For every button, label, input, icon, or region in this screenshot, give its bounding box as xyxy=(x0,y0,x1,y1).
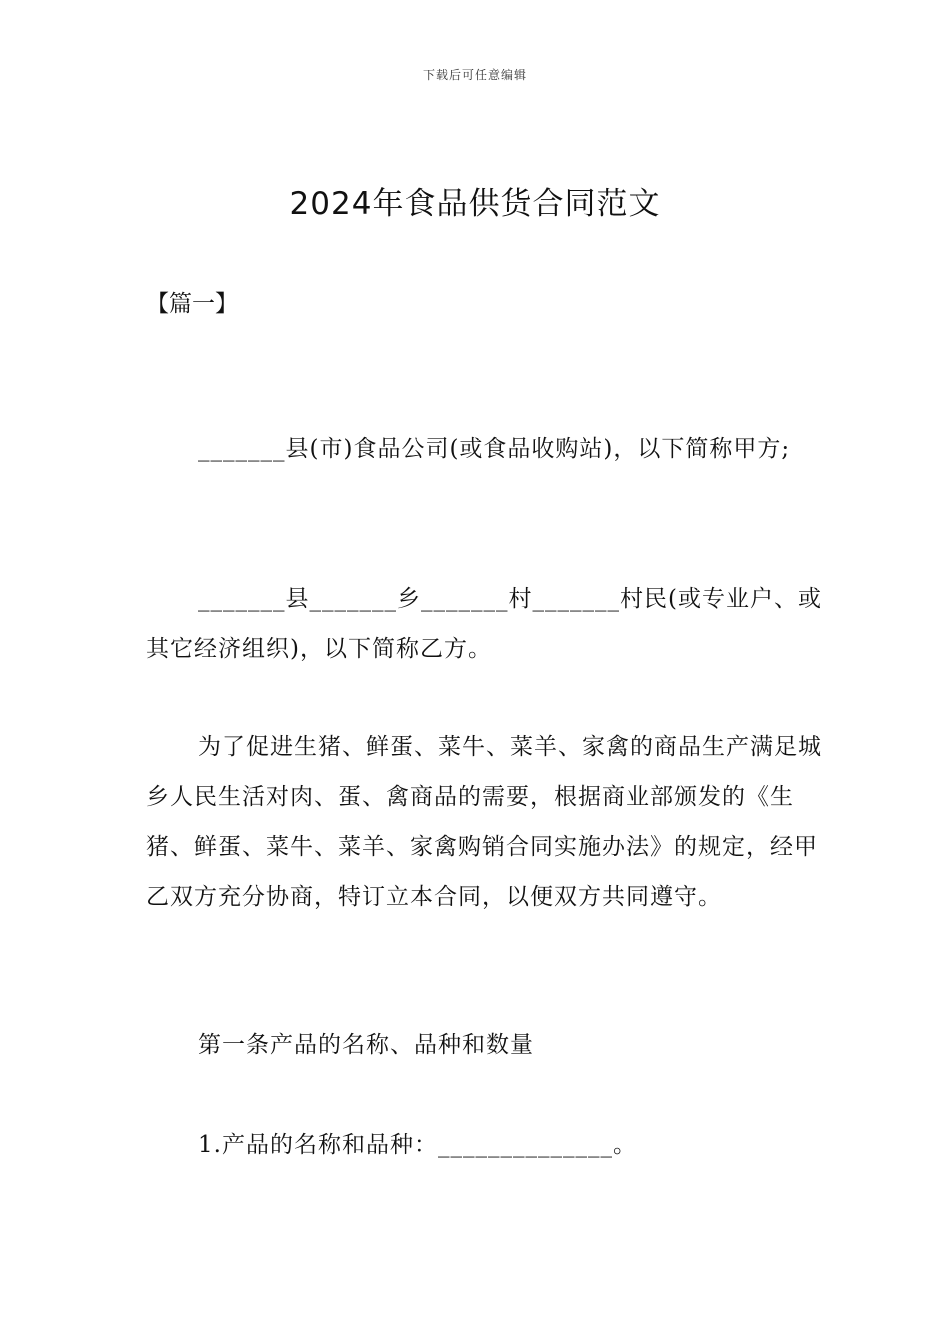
document-title: 2024年食品供货合同范文 xyxy=(289,186,661,222)
header-note: 下载后可任意编辑 xyxy=(422,68,527,82)
paragraph-party-b: _______县_______乡_______村_______村民(或专业户、或其它经济组织)，以下简称乙方。 xyxy=(146,586,822,662)
article-one-heading: 第一条产品的名称、品种和数量 xyxy=(198,1032,534,1058)
section-label: 【篇一】 xyxy=(146,291,238,317)
paragraph-party-a: _______县(市)食品公司(或食品收购站)，以下简称甲方; xyxy=(198,436,791,462)
article-one-item-1: 1.产品的名称和品种：______________。 xyxy=(198,1132,637,1158)
paragraph-purpose: 为了促进生猪、鲜蛋、菜牛、菜羊、家禽的商品生产满足城乡人民生活对肉、蛋、禽商品的需要，根据商业部颁发的《生猪、鲜蛋、菜牛、菜羊、家禽购销合同实施办法》的规定，经甲乙双方充分协商，特订立本合同，以便双方共同遵守。 xyxy=(146,734,822,910)
